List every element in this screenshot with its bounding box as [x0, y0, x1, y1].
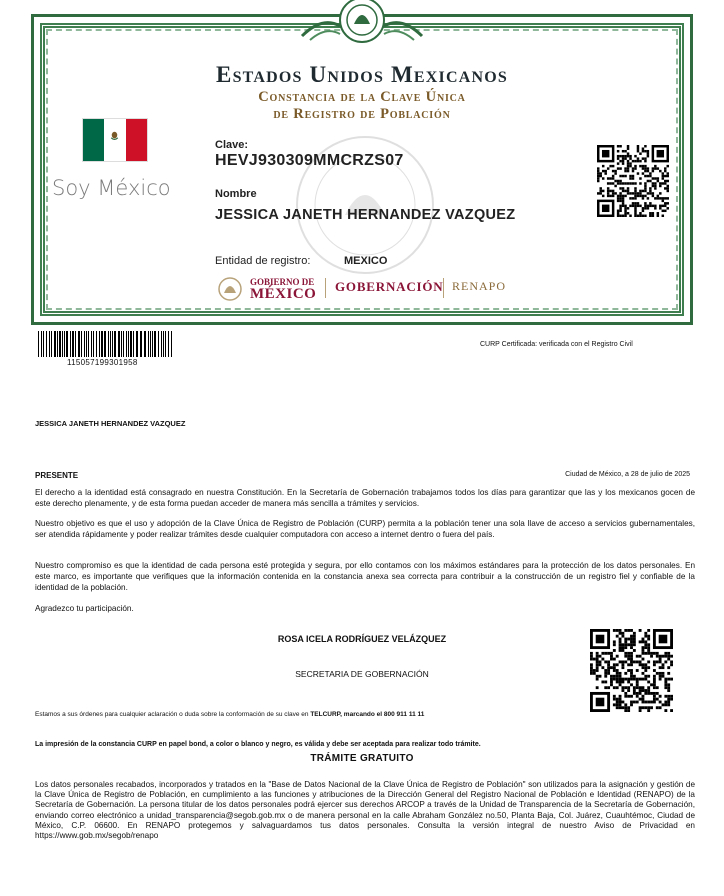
gobierno-emblem-icon: [215, 275, 245, 303]
entidad-value: MEXICO: [344, 255, 388, 267]
signer-title: SECRETARIA DE GOBERNACIÓN: [295, 669, 429, 679]
barcode-icon: [38, 331, 174, 357]
letter-paragraph: Agradezco tu participación.: [35, 604, 134, 613]
gobierno-logo-small: GOBIERNO DE: [250, 277, 315, 287]
aclaracion-text: Estamos a sus órdenes para cualquier aclaración o duda sobre la conformación de su clave en: [35, 711, 311, 718]
aclaracion-note: [35, 711, 424, 718]
logo-divider: [325, 278, 326, 298]
nombre-value: JESSICA JANETH HERNANDEZ VAZQUEZ: [215, 207, 516, 223]
logo-divider: [443, 278, 444, 298]
qr-code-icon: [590, 629, 673, 712]
letter-paragraph: Nuestro compromiso es que la identidad de cada persona esté protegida y segura, por ello contamos con los máximos estándares para la protección de los datos personales. En este marco, es importante que verifiques que la información contenida en la constancia anexa sea correcta para contribuir a la construcción de un registro fiel y confiable de la identidad de la población.: [35, 561, 695, 592]
mexico-flag-icon: [82, 118, 148, 162]
papel-bond-note: La impresión de la constancia CURP en papel bond, a color o blanco y negro, es válida y debe ser aceptada para realizar todo trámite.: [35, 741, 481, 748]
signer-name: ROSA ICELA RODRÍGUEZ VELÁZQUEZ: [277, 634, 447, 644]
nombre-label: Nombre: [215, 188, 257, 200]
tramite-gratuito: TRÁMITE GRATUITO: [310, 753, 414, 764]
salutation: PRESENTE: [35, 471, 79, 480]
privacy-notice: Los datos personales recabados, incorporados y tratados en la "Base de Datos Nacional de la Clave Única de Registro de Población" son utilizados para la asignación y gestión de la Clave Única de Registro de Población, en cumplimiento a las funciones y atribuciones de la Dirección General del Registro Nacional de Población e Identidad (RENAPO) de la Secretaría de Gobernación. La persona titular de los datos personales podrá ejercer sus derechos ARCOP a través de la Unidad de Transparencia de la Secretaría de Gobernación, enviando correo electrónico a unidad_transparencia@segob.gob.mx o de manera personal en la calle Abraham González no.50, Planta Baja, Col. Juárez, Cuauhtémoc, Ciudad de México, C.P. 06600. En RENAPO protegemos y salvaguardamos tus datos personales. Consulta la versión integral de nuestro Aviso de Privacidad en https://www.gob.mx/segob/renapo: [35, 780, 695, 841]
country-title: Estados Unidos Mexicanos: [216, 62, 508, 87]
soy-mexico-brand: Soy México: [52, 176, 171, 200]
letter-paragraph: Nuestro objetivo es que el uso y adopción de la Clave Única de Registro de Población (CURP) permita a la población tener una sola llave de acceso a servicios gubernamentales, ser atendida rápidamente y poder realizar trámites desde cualquier computadora con acceso a internet dentro o fuera del país.: [35, 519, 695, 539]
gobierno-logo-big: MÉXICO: [250, 286, 317, 302]
document-title-line2: de Registro de Población: [273, 106, 451, 122]
telcurp-phone: TELCURP, marcando el 800 911 11 11: [310, 711, 425, 718]
qr-code-icon: [597, 145, 669, 217]
entidad-label: Entidad de registro:: [215, 255, 311, 267]
letter-paragraph: El derecho a la identidad está consagrado en nuestra Constitución. En la Secretaría de Gobernación trabajamos todos los días para garantizar que las y los mexicanos gocen de este derecho plenamente, y de esta forma puedan acceder de manera más sencilla a trámites y servicios.: [35, 488, 695, 508]
clave-label: Clave:: [215, 139, 249, 151]
renapo-logo: RENAPO: [452, 279, 507, 293]
barcode-number: 115057199301958: [67, 358, 138, 367]
gobernacion-logo: GOBERNACIÓN: [335, 279, 444, 294]
coat-of-arms-icon: [292, 0, 432, 46]
clave-value: HEVJ930309MMCRZS07: [215, 152, 404, 169]
addressee-name: JESSICA JANETH HERNANDEZ VAZQUEZ: [35, 419, 186, 428]
date-line: Ciudad de México, a 28 de julio de 2025: [565, 471, 690, 478]
certification-note: CURP Certificada: verificada con el Registro Civil: [480, 341, 633, 348]
document-title-line1: Constancia de la Clave Única: [258, 89, 466, 105]
